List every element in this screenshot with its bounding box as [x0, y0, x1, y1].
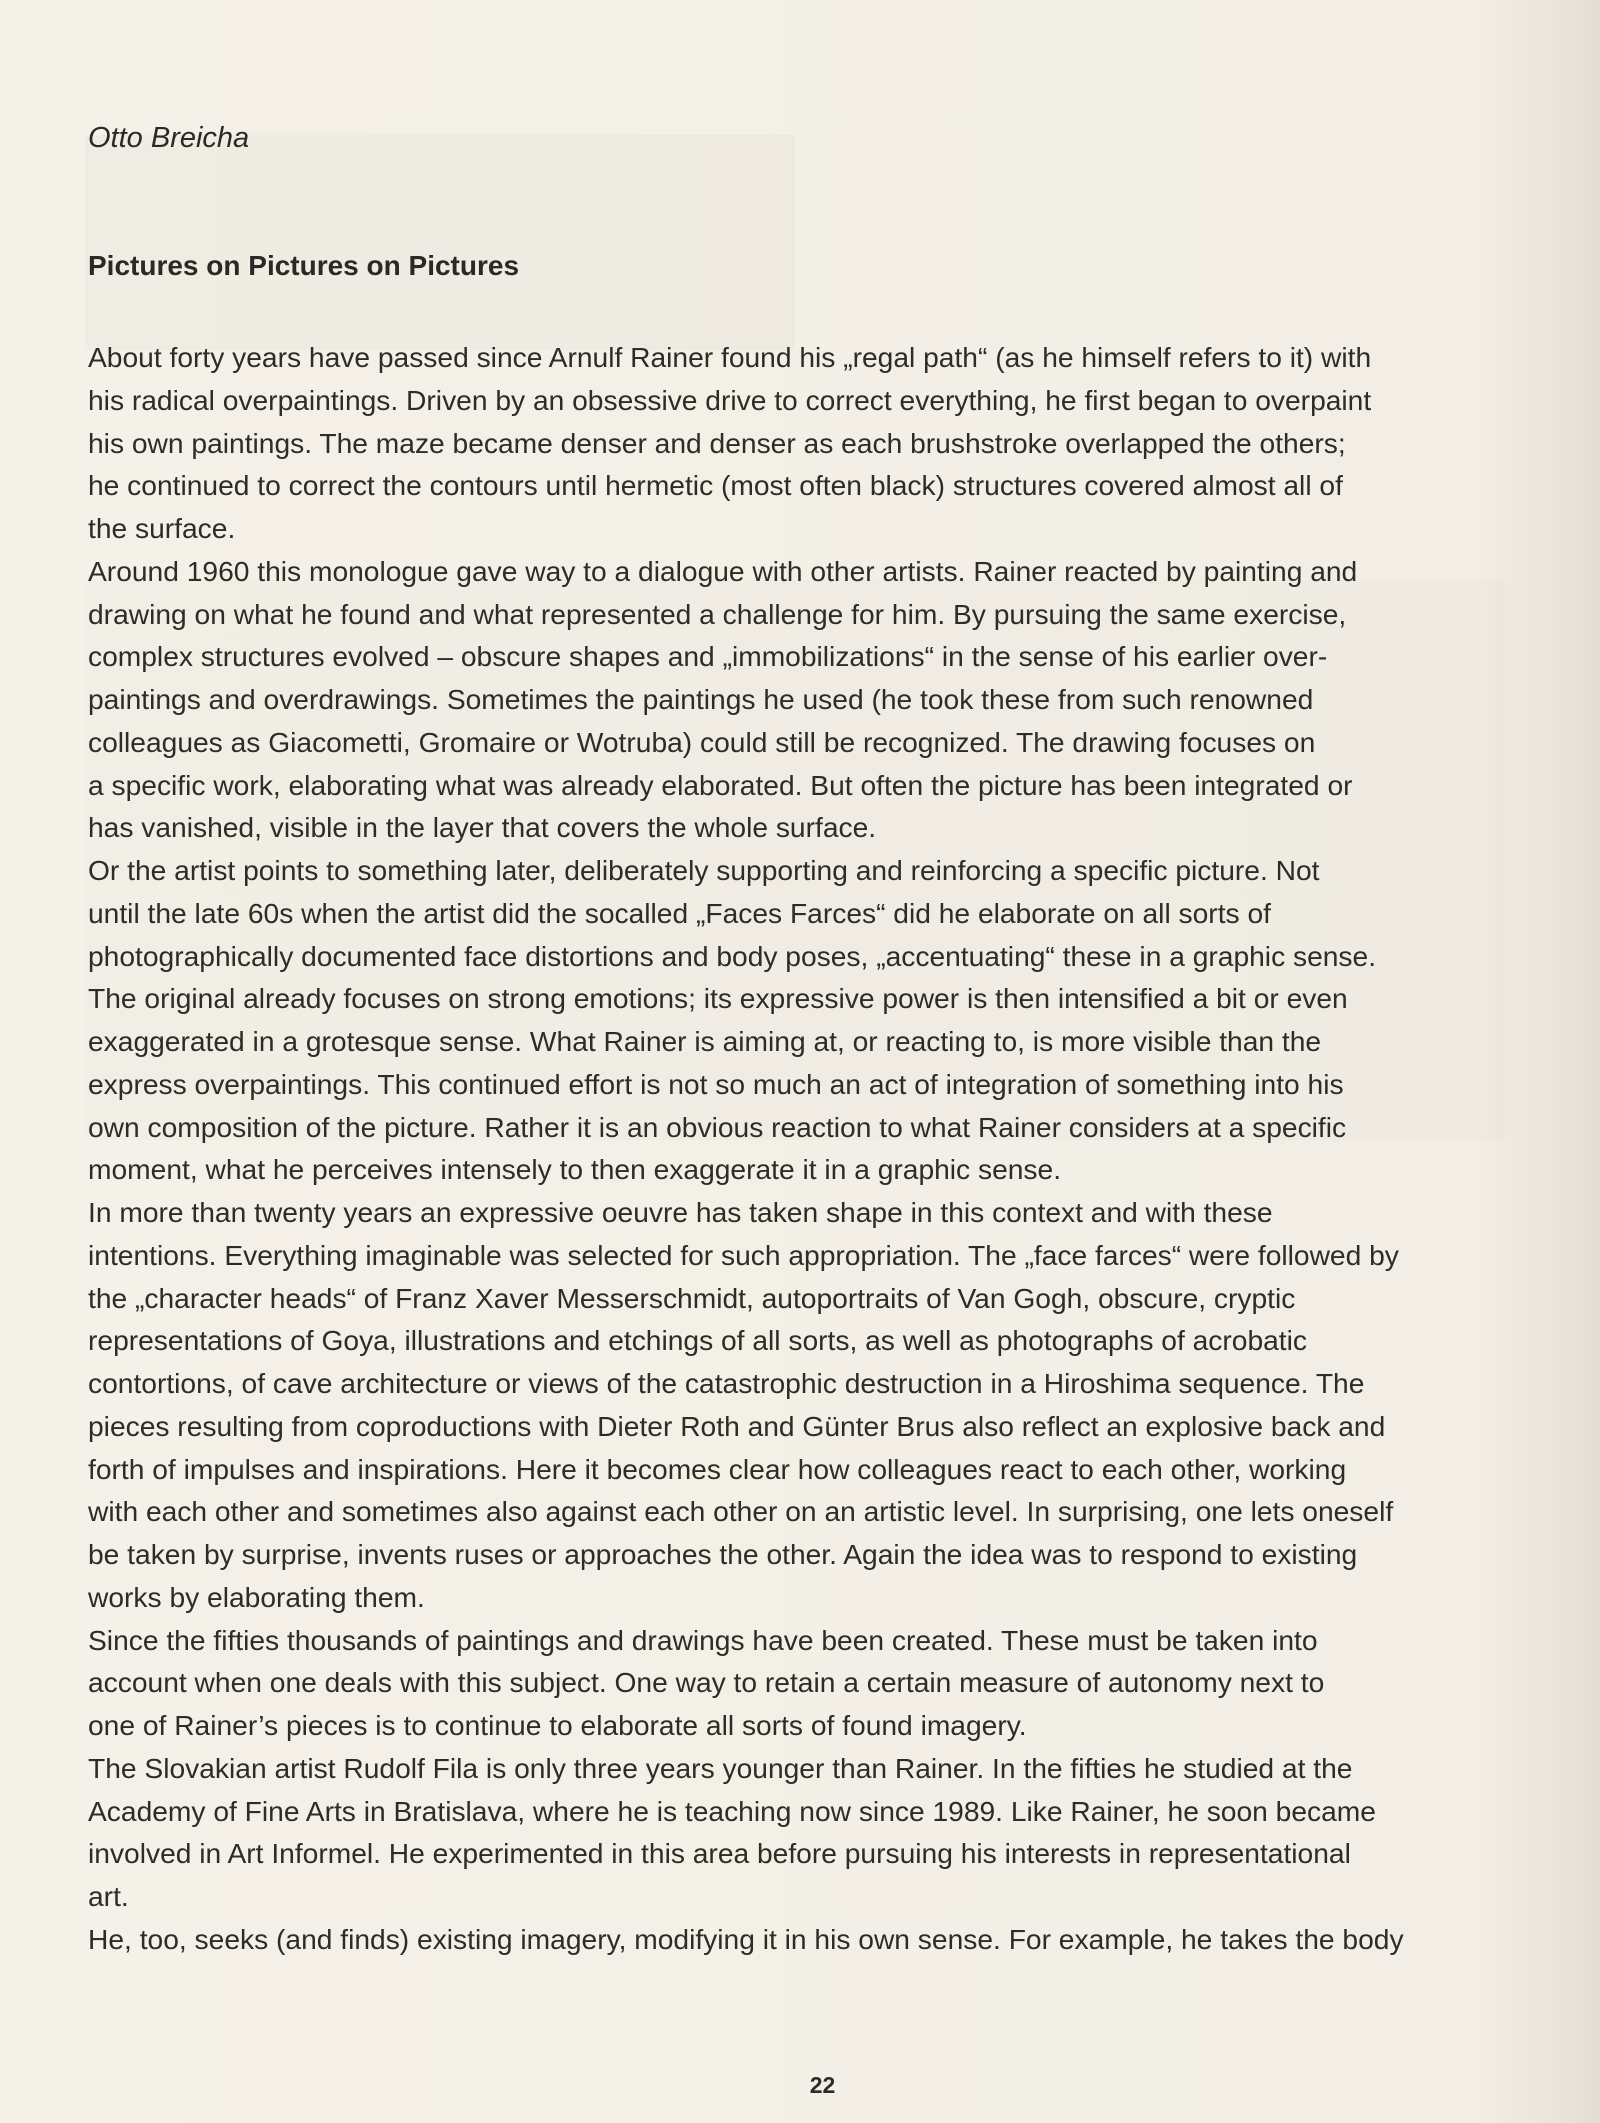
text-line: involved in Art Informel. He experimented in this area before pursuing his interests in representational [88, 1837, 1351, 1870]
text-line: his own paintings. The maze became denser and denser as each brushstroke overlapped the others; [88, 426, 1346, 459]
text-line: with each other and sometimes also against each other on an artistic level. In surprising, one lets oneself [88, 1495, 1394, 1528]
text-line: Since the fifties thousands of paintings and drawings have been created. These must be taken into [88, 1623, 1318, 1656]
article-body [88, 336, 1548, 1961]
text-line: his radical overpaintings. Driven by an obsessive drive to correct everything, he first began to overpaint [88, 383, 1372, 416]
text-line: account when one deals with this subject. One way to retain a certain measure of autonomy next to [88, 1666, 1325, 1699]
text-line: a specific work, elaborating what was already elaborated. But often the picture has been integrated or [88, 768, 1353, 801]
text-line: colleagues as Giacometti, Gromaire or Wotruba) could still be recognized. The drawing focuses on [88, 725, 1316, 758]
text-line: art. [88, 1880, 129, 1912]
paragraph [88, 1191, 1548, 1619]
paragraph [88, 1918, 1548, 1961]
text-line: the surface. [88, 512, 236, 544]
article-title: Pictures on Pictures on Pictures [88, 250, 520, 281]
text-line: contortions, of cave architecture or views of the catastrophic destruction in a Hiroshima sequence. The [88, 1367, 1365, 1399]
text-line: be taken by surprise, invents ruses or approaches the other. Again the idea was to respond to existing [88, 1538, 1358, 1570]
paragraph [88, 336, 1548, 550]
text-line: Around 1960 this monologue gave way to a dialogue with other artists. Rainer reacted by painting and [88, 554, 1358, 587]
author-name: Otto Breicha [88, 122, 250, 154]
text-line: express overpaintings. This continued effort is not so much an act of integration of something into his [88, 1067, 1344, 1100]
text-line: drawing on what he found and what represented a challenge for him. By pursuing the same exercise, [88, 597, 1347, 630]
text-line: forth of impulses and inspirations. Here it becomes clear how colleagues react to each other, working [88, 1452, 1347, 1485]
text-line: The Slovakian artist Rudolf Fila is only three years younger than Rainer. In the fifties he studied at the [88, 1751, 1353, 1784]
text-line: photographically documented face distortions and body poses, „accentuating“ these in a graphic sense. [88, 939, 1377, 972]
text-line: has vanished, visible in the layer that covers the whole surface. [88, 811, 877, 844]
text-line: paintings and overdrawings. Sometimes the paintings he used (he took these from such renowned [88, 683, 1314, 715]
paragraph [88, 1747, 1548, 1918]
text-line: About forty years have passed since Arnulf Rainer found his „regal path“ (as he himself refers to it) with [88, 341, 1372, 373]
text-line: the „character heads“ of Franz Xaver Messerschmidt, autoportraits of Van Gogh, obscure, cryptic [88, 1281, 1296, 1314]
text-line: In more than twenty years an expressive oeuvre has taken shape in this context and with these [88, 1196, 1273, 1228]
text-line: works by elaborating them. [88, 1580, 425, 1613]
text-line: he continued to correct the contours until hermetic (most often black) structures covered almost all of [88, 469, 1343, 502]
text-line: pieces resulting from coproductions with Dieter Roth and Günter Brus also reflect an explosive back and [88, 1409, 1386, 1442]
text-line: representations of Goya, illustrations and etchings of all sorts, as well as photographs of acrobatic [88, 1324, 1307, 1357]
paragraph [88, 1619, 1548, 1747]
text-line: The original already focuses on strong emotions; its expressive power is then intensified a bit or even [88, 982, 1348, 1015]
text-line: own composition of the picture. Rather it is an obvious reaction to what Rainer considers at a specific [88, 1110, 1347, 1143]
paragraph [88, 849, 1548, 1191]
paragraph [88, 550, 1548, 849]
bleed-through-shadow [85, 135, 795, 350]
text-line: moment, what he perceives intensely to then exaggerate it in a graphic sense. [88, 1153, 1062, 1186]
text-line: until the late 60s when the artist did the socalled „Faces Farces“ did he elaborate on all sorts of [88, 896, 1271, 929]
text-line: intentions. Everything imaginable was selected for such appropriation. The „face farces“ were followed by [88, 1238, 1399, 1271]
text-line: complex structures evolved – obscure shapes and „immobilizations“ in the sense of his earlier over- [88, 640, 1328, 673]
text-line: one of Rainer’s pieces is to continue to elaborate all sorts of found imagery. [88, 1709, 1027, 1741]
text-line: He, too, seeks (and finds) existing imagery, modifying it in his own sense. For example, he takes the body [88, 1922, 1404, 1955]
page-number: 22 [809, 2072, 836, 2098]
text-line: Academy of Fine Arts in Bratislava, where he is teaching now since 1989. Like Rainer, he soon became [88, 1794, 1376, 1827]
text-line: Or the artist points to something later, deliberately supporting and reinforcing a specific picture. Not [88, 854, 1320, 886]
text-line: exaggerated in a grotesque sense. What Rainer is aiming at, or reacting to, is more visible than the [88, 1025, 1322, 1057]
